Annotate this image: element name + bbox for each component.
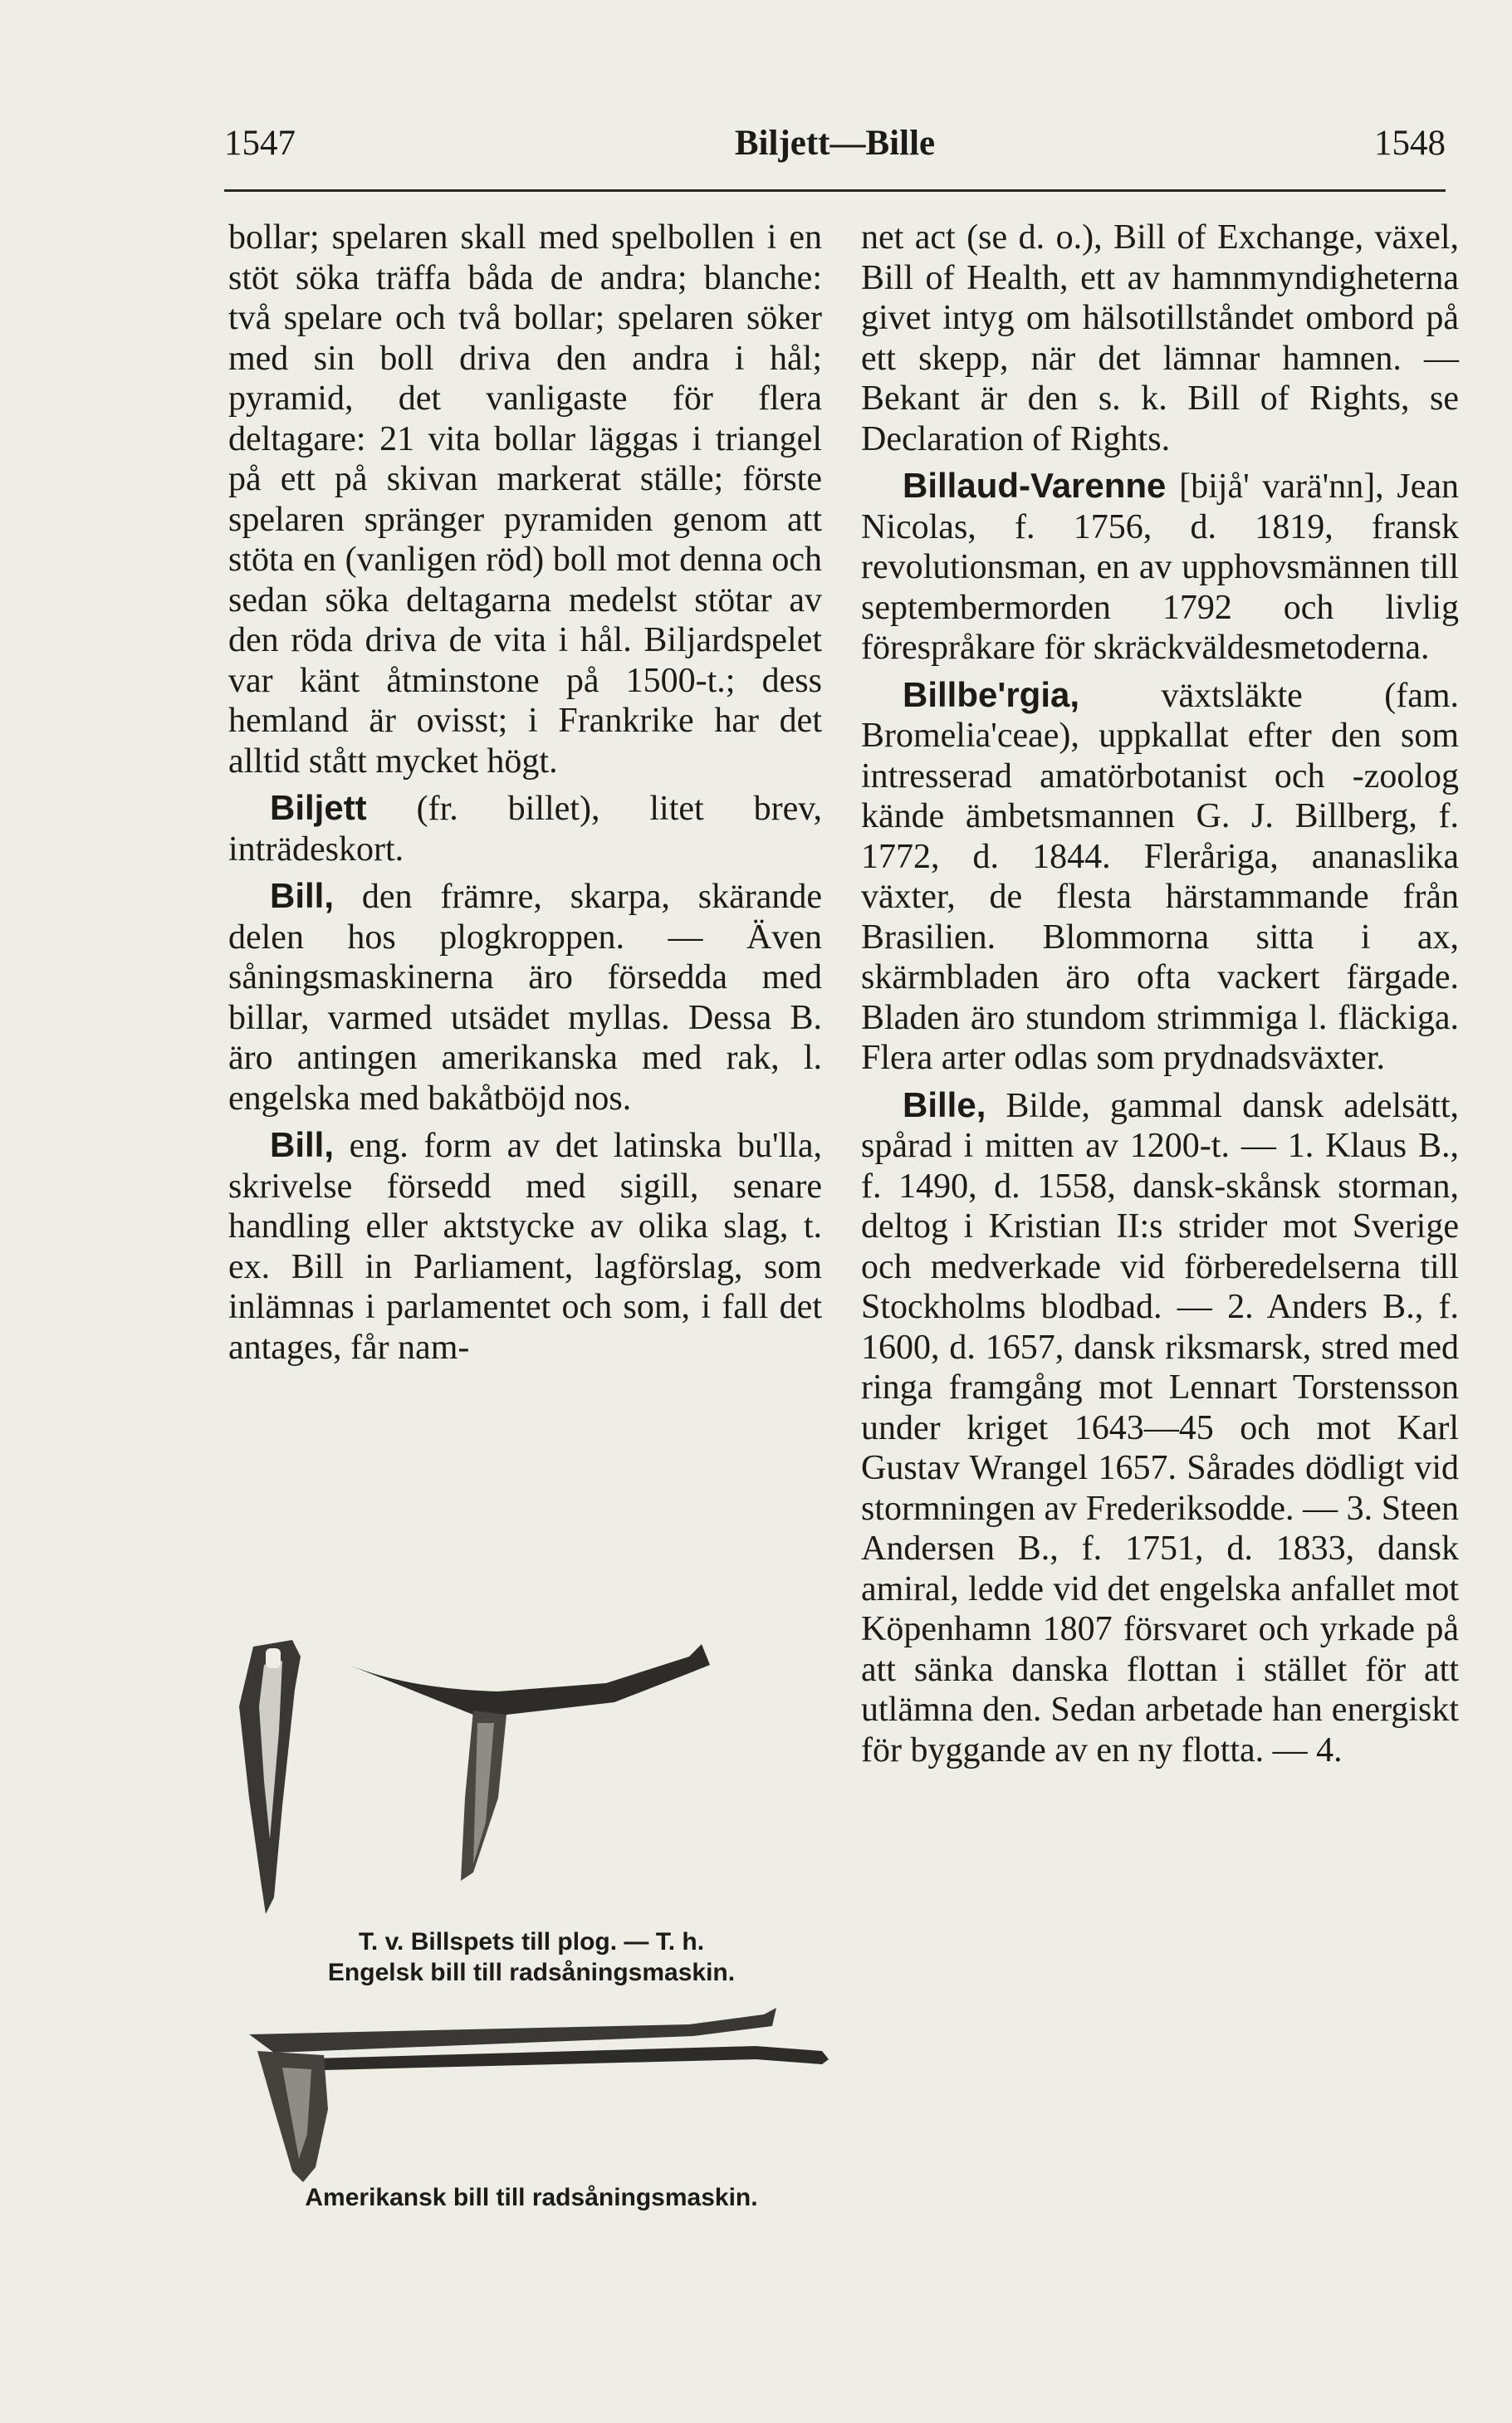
- headword: Bill,: [270, 876, 335, 915]
- caption-line: T. v. Billspets till plog. — T. h.: [358, 1928, 705, 1956]
- plough-share-illustration: [224, 1632, 839, 1939]
- page-number-left: 1547: [224, 124, 296, 163]
- figure-caption-2: Amerikansk bill till radsåningsmaskin.: [305, 2184, 758, 2211]
- right-column: [861, 218, 1459, 1777]
- entry-text: växtsläkte (fam. Bromelia'ceae), uppkallat efter den som intresserad amatörbotanist och -zoolog kände ämbetsmannen G. J. Billberg, f. 1772, d. 1844. Fleråriga, ananaslika växter, de flesta härstammande från Brasilien. Blommorna sitta i ax, skärmbladen äro ofta vackert färgade. Bladen äro stundom strimmiga l. fläckiga. Flera arter odlas som prydnadsväxter.: [861, 676, 1460, 1077]
- billiards-continuation: bollar; spelaren skall med spelbollen i en stöt söka träffa båda de andra; blanche: två spelare och två bollar; spelaren söker med sin boll driva den andra i hål; pyramid, det vanligaste för flera deltagare: 21 vita bollar läggas i triangel på ett på skivan markerat ställe; förste spelaren spränger pyramiden genom att stöta en (vanligen röd) boll mot denna och sedan söka deltagarna medelst stötar av den röda driva de vita i hål. Biljardspelet var känt åtminstone på 1500-t.; dess hemland är ovisst; i Frankrike har det alltid stått mycket högt.: [228, 218, 822, 781]
- entry-text: den främre, skarpa, skärande delen hos plogkroppen. — Även såningsmaskinerna äro försedda med billar, varmed utsädet myllas. Dessa B. äro antingen amerikanska med rak, l. engelska med bakåtböjd nos.: [228, 878, 822, 1118]
- entry-text: [bijå' varä'nn], Jean Nicolas, f. 1756, d. 1819, fransk revolutionsman, en av upphovsmännen till septembermorden 1792 och livlig förespråkare för skräckväldesmetoderna.: [861, 467, 1460, 667]
- entry-bill-plough: [228, 876, 822, 1118]
- page-number-right: 1548: [1374, 124, 1446, 163]
- header-rule: [224, 189, 1446, 192]
- left-column: [228, 218, 822, 1374]
- headword: Billbe'rgia,: [903, 674, 1080, 714]
- headword: Billaud-Varenne: [903, 466, 1167, 505]
- headword: Biljett: [270, 788, 367, 827]
- entry-billbergia: [861, 675, 1459, 1079]
- bill-continuation: net act (se d. o.), Bill of Exchange, växel, Bill of Health, ett av hamnmyndigheterna givet intyg om hälsotillståndet ombord på ett skepp, när det lämnar hamnen. — Bekant är den s. k. Bill of Rights, se Declaration of Rights.: [861, 218, 1459, 458]
- american-bill-illustration: [224, 1985, 839, 2192]
- figure-caption-1: [224, 1926, 839, 1988]
- entry-bill-document: [228, 1125, 822, 1368]
- entry-text: (fr. billet), litet brev, inträdeskort.: [228, 790, 822, 869]
- caption-line: Engelsk bill till radsåningsmaskin.: [327, 1959, 736, 1986]
- entry-biljett: [228, 788, 822, 869]
- headword: Bille,: [903, 1084, 986, 1124]
- page-header: [224, 123, 1446, 173]
- entry-billaud-varenne: [861, 466, 1459, 668]
- running-title: Biljett—Bille: [734, 124, 936, 163]
- entry-bille: [861, 1085, 1459, 1771]
- entry-text: eng. form av det latinska bu'lla, skrivelse försedd med sigill, senare handling eller aktstycke av olika slag, t. ex. Bill in Parliament, lagförslag, som inlämnas i parlamentet och som, i fall det antages, får nam-: [228, 1127, 822, 1367]
- headword: Bill,: [270, 1125, 335, 1164]
- entry-text: Bilde, gammal dansk adelsätt, spårad i mitten av 1200-t. — 1. Klaus B., f. 1490, d. 1558, dansk-skånsk storman, deltog i Kristian II:s strider mot Sverige och medverkade vid förberedelserna till Stockholms blodbad. — 2. Anders B., f. 1600, d. 1657, dansk riksmarsk, stred med ringa framgång mot Lennart Torstensson under kriget 1643—45 och mot Karl Gustav Wrangel 1657. Sårades dödligt vid stormningen av Frederiksodde. — 3. Steen Andersen B., f. 1751, d. 1833, dansk amiral, ledde vid det engelska anfallet mot Köpenhamn 1807 försvaret och yrkade på att sänka danska flottan i stället för att utlämna den. Sedan arbetade han energiskt för byggande av en ny flotta. — 4.: [861, 1086, 1460, 1770]
